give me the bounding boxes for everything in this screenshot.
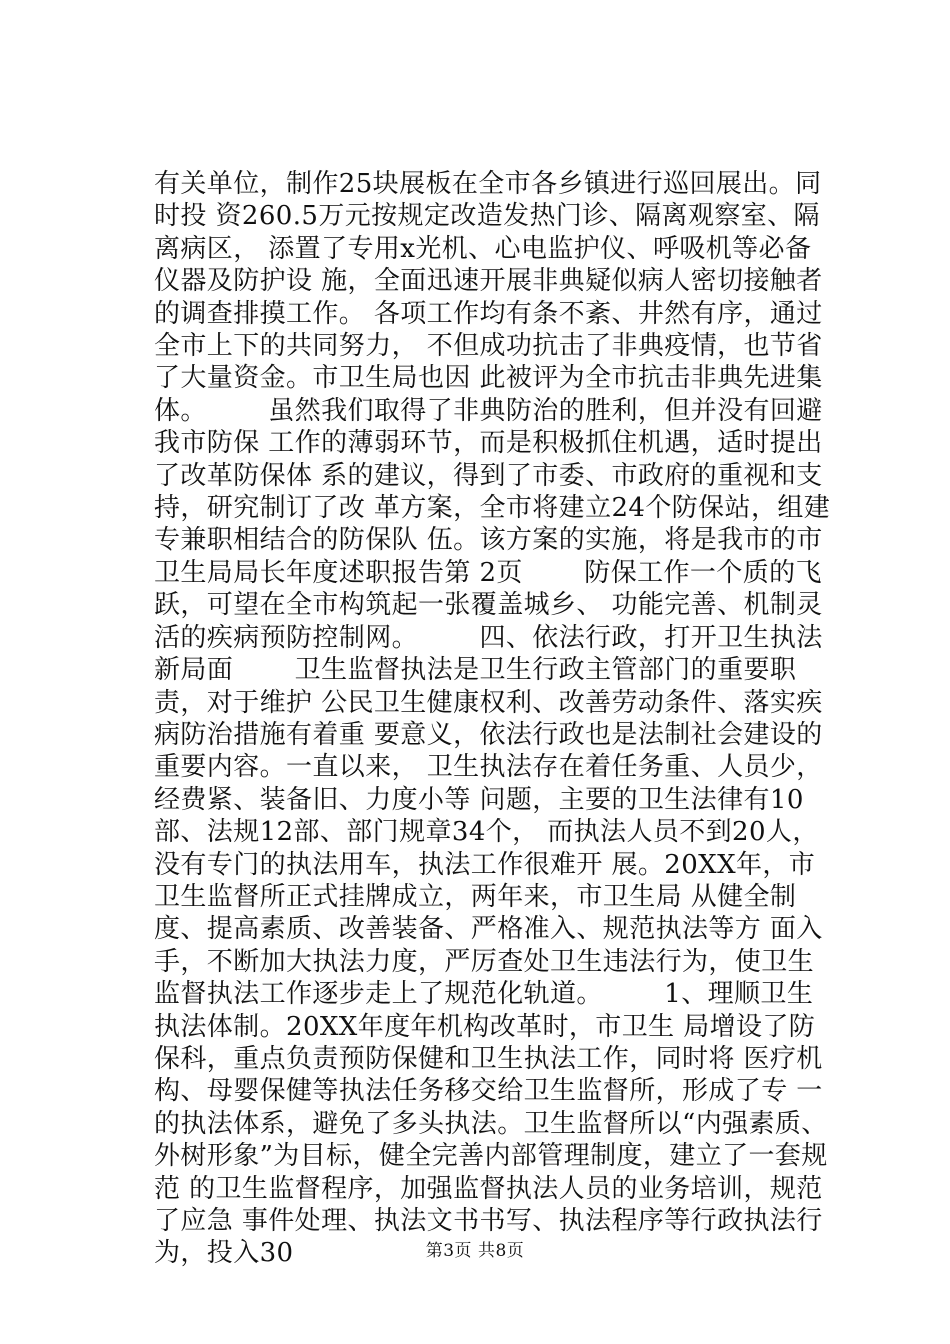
text-line: 事件处理、执法文书书写、执法程序等行政执法行为，投入30 <box>154 1206 823 1269</box>
text-line: 从健全制度、提高素质、改善装备、严格准入、规范执法等方 <box>154 881 797 945</box>
text-line: 面入手，不断加大执法力度，严厉查处卫生违法行为，使卫生 <box>154 914 823 977</box>
text-line: 系的建议，得到了市委、市政府的重视和支持，研究制订了改 <box>154 460 823 524</box>
document-body <box>154 168 834 1270</box>
text-line: 此被评为全市抗击非典先进集体。 <box>154 363 823 426</box>
text-line: 局增设了防保科，重点负责预防保健和卫生执法工作，同时将 <box>154 1011 816 1074</box>
text-line: 不但成功抗击了非典疫情，也节省了大量资金。市卫生局也因 <box>154 331 823 394</box>
text-line: 防保工作一个质的飞跃，可望在全市构筑起一张覆盖城乡、 <box>154 557 822 621</box>
text-line: 一的执法体系，避免了多头执法。卫生监督所以“内强素质、 <box>154 1076 828 1139</box>
text-line: 功能完善、机制灵活的疾病预防控制网。 <box>154 590 823 653</box>
text-line: 的卫生监督程序，加强监督执法人员的业务培训，规范了应急 <box>154 1173 823 1236</box>
text-line: 问题，主要的卫生法律有10部、法规12部、部门规章34个， <box>154 784 804 848</box>
text-line: 外树形象”为目标，健全完善内部管理制度，建立了一套规范 <box>154 1141 828 1204</box>
text-line: 资260.5万元按规定改造发热门诊、隔离观察室、隔离病区， <box>154 201 820 264</box>
text-line: 要意义，依法行政也是法制社会建设的重要内容。一直以来， <box>154 719 823 783</box>
page-footer: 第3页 共8页 <box>425 1241 525 1261</box>
text-line: 工作的薄弱环节，而是积极抓住机遇，适时提出了改革防保体 <box>154 428 823 491</box>
text-line: 医疗机构、母婴保健等执法任务移交给卫生监督所，形成了专 <box>154 1043 823 1107</box>
text-line: 伍。该方案的实施，将是我市的市卫生局局长年度述职报告第 <box>154 525 823 588</box>
text-line: 监督执法工作逐步走上了规范化轨道。 <box>154 979 603 1010</box>
text-line: 革方案，全市将建立24个防保站，组建专兼职相结合的防保队 <box>154 493 831 556</box>
text-line: 添置了专用x光机、心电监护仪、呼吸机等必备仪器及防护设 <box>154 233 812 297</box>
text-line: 各项工作均有条不紊、井然有序，通过全市上下的共同努力， <box>154 298 823 362</box>
section-heading: 四、依法行政，打开卫生执法新局面 <box>154 622 823 686</box>
text-line: 1、理顺卫生执法体制。20XX年度年机构改革时，市卫生 <box>154 979 814 1042</box>
text-line: 卫生监督执法是卫生行政主管部门的重要职责，对于维护 <box>154 655 797 718</box>
text-line: 而执法人员不到20人，没有专门的执法用车，执法工作很难开 <box>154 817 819 880</box>
text-line: 施，全面迅速开展非典疑似病人密切接触者的调查排摸工作。 <box>154 266 823 329</box>
text-line: 有关单位，制作25块展板在全市各乡镇进行巡回展出。同时投 <box>154 169 822 232</box>
text-line: 展。20XX年，市卫生监督所正式挂牌成立，两年来，市卫生局 <box>154 849 816 912</box>
text-line: 公民卫生健康权利、改善劳动条件、落实疾病防治措施有着重 <box>154 687 823 750</box>
text-line: 虽然我们取得了非典防治的胜利，但并没有回避我市防保 <box>154 395 823 459</box>
text-line: 2页 <box>479 557 523 588</box>
text-line: 卫生执法存在着任务重、人员少，经费紧、装备旧、力度小等 <box>154 752 823 815</box>
